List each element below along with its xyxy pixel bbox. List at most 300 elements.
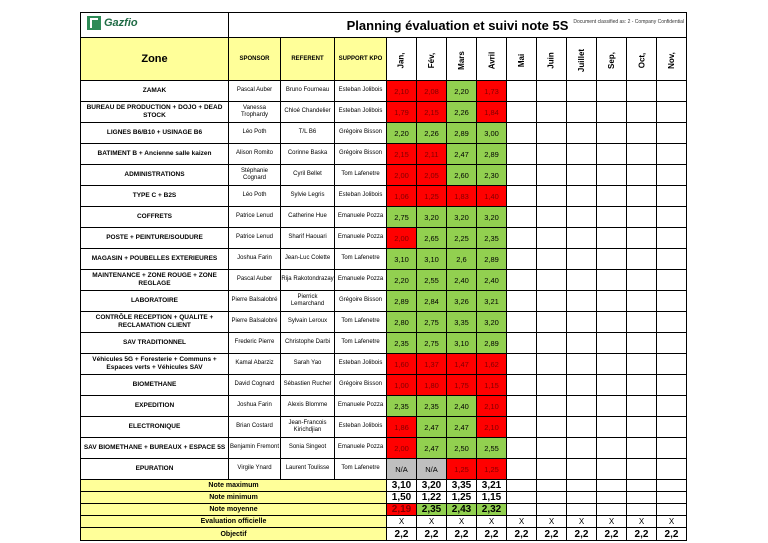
- empty-cell: [657, 102, 687, 123]
- empty-cell: [537, 312, 567, 333]
- logo-cell: [81, 13, 229, 38]
- score-cell: 3,35: [447, 312, 477, 333]
- empty-cell: [507, 165, 537, 186]
- col-month: Nov,: [657, 38, 687, 81]
- empty-cell: [657, 249, 687, 270]
- empty-cell: [597, 81, 627, 102]
- score-cell: 3,20: [417, 207, 447, 228]
- table-row: [81, 459, 687, 480]
- empty-cell: [597, 417, 627, 438]
- score-cell: 2,20: [387, 270, 417, 291]
- score-cell: 2,00: [387, 438, 417, 459]
- empty-cell: [567, 270, 597, 291]
- score-cell: 1,25: [417, 186, 447, 207]
- referent-cell: Sylvie Legris: [281, 186, 335, 207]
- table-row: [81, 249, 687, 270]
- empty-cell: [567, 81, 597, 102]
- score-cell: 2,75: [417, 312, 447, 333]
- score-cell: 2,84: [417, 291, 447, 312]
- empty-cell: [567, 492, 597, 504]
- score-cell: 1,80: [417, 375, 447, 396]
- sponsor-cell: Pierre Balsalobré: [229, 312, 281, 333]
- empty-cell: [597, 312, 627, 333]
- score-cell: 2,55: [417, 270, 447, 291]
- empty-cell: [567, 144, 597, 165]
- empty-cell: [657, 459, 687, 480]
- support-cell: Esteban Jolibois: [335, 186, 387, 207]
- score-cell: 2,26: [417, 123, 447, 144]
- empty-cell: [537, 396, 567, 417]
- zone-cell: ELECTRONIQUE: [81, 417, 229, 438]
- empty-cell: [657, 270, 687, 291]
- empty-cell: [597, 228, 627, 249]
- score-cell: 1,83: [447, 186, 477, 207]
- empty-cell: [507, 504, 537, 516]
- referent-cell: Sébastien Rucher: [281, 375, 335, 396]
- objectif-row: [81, 528, 687, 541]
- score-cell: 2,47: [417, 438, 447, 459]
- summary-row: [81, 480, 687, 492]
- evaluation-mark: X: [417, 516, 447, 528]
- score-cell: 2,35: [387, 333, 417, 354]
- score-cell: 2,60: [447, 165, 477, 186]
- empty-cell: [657, 165, 687, 186]
- objectif-value: 2,2: [477, 528, 507, 541]
- empty-cell: [567, 333, 597, 354]
- score-cell: 2,40: [477, 270, 507, 291]
- referent-cell: Sharif Haouari: [281, 228, 335, 249]
- support-cell: Esteban Jolibois: [335, 81, 387, 102]
- empty-cell: [627, 291, 657, 312]
- empty-cell: [627, 459, 657, 480]
- col-month: Jan,: [387, 38, 417, 81]
- score-cell: 2,40: [447, 396, 477, 417]
- empty-cell: [507, 270, 537, 291]
- zone-cell: ZAMAK: [81, 81, 229, 102]
- score-cell: 2,47: [447, 417, 477, 438]
- empty-cell: [507, 102, 537, 123]
- score-cell: 3,10: [447, 333, 477, 354]
- empty-cell: [627, 417, 657, 438]
- empty-cell: [567, 186, 597, 207]
- score-cell: 2,6: [447, 249, 477, 270]
- objectif-value: 2,2: [627, 528, 657, 541]
- evaluation-mark: X: [387, 516, 417, 528]
- score-cell: 2,89: [477, 144, 507, 165]
- score-cell: 3,20: [447, 207, 477, 228]
- empty-cell: [507, 417, 537, 438]
- score-cell: 2,26: [447, 102, 477, 123]
- referent-cell: Corinne Baska: [281, 144, 335, 165]
- empty-cell: [507, 291, 537, 312]
- referent-cell: Bruno Fourneau: [281, 81, 335, 102]
- empty-cell: [537, 249, 567, 270]
- objectif-value: 2,2: [507, 528, 537, 541]
- col-month: Mai: [507, 38, 537, 81]
- summary-value: 3,20: [417, 480, 447, 492]
- empty-cell: [507, 492, 537, 504]
- support-cell: Tom Lafenetre: [335, 165, 387, 186]
- sponsor-cell: Pierre Balsalobré: [229, 291, 281, 312]
- score-cell: 2,10: [387, 81, 417, 102]
- empty-cell: [597, 102, 627, 123]
- empty-cell: [537, 417, 567, 438]
- empty-cell: [597, 291, 627, 312]
- company-logo: Gazfio: [87, 16, 138, 30]
- score-cell: 1,86: [387, 417, 417, 438]
- evaluation-mark: X: [657, 516, 687, 528]
- empty-cell: [627, 207, 657, 228]
- empty-cell: [657, 312, 687, 333]
- score-cell: N/A: [417, 459, 447, 480]
- score-cell: 2,08: [417, 81, 447, 102]
- referent-cell: Pierrick Lemarchand: [281, 291, 335, 312]
- referent-cell: Catherine Hue: [281, 207, 335, 228]
- referent-cell: Chloé Chandelier: [281, 102, 335, 123]
- sponsor-cell: Benjamin Fremont: [229, 438, 281, 459]
- empty-cell: [597, 375, 627, 396]
- summary-label: Note moyenne: [81, 504, 387, 516]
- score-cell: 2,89: [477, 333, 507, 354]
- evaluation-mark: X: [447, 516, 477, 528]
- zone-cell: SAV TRADITIONNEL: [81, 333, 229, 354]
- sponsor-cell: Patrice Lenud: [229, 228, 281, 249]
- empty-cell: [627, 333, 657, 354]
- empty-cell: [597, 186, 627, 207]
- empty-cell: [627, 438, 657, 459]
- summary-body: [81, 480, 687, 541]
- score-cell: 3,20: [477, 312, 507, 333]
- objectif-value: 2,2: [447, 528, 477, 541]
- referent-cell: Sarah Yao: [281, 354, 335, 375]
- support-cell: Esteban Jolibois: [335, 417, 387, 438]
- score-cell: 2,25: [447, 228, 477, 249]
- empty-cell: [597, 333, 627, 354]
- col-month: Juin: [537, 38, 567, 81]
- sponsor-cell: Joshua Farin: [229, 249, 281, 270]
- score-cell: 3,10: [417, 249, 447, 270]
- empty-cell: [597, 396, 627, 417]
- support-cell: Emanuele Pozza: [335, 270, 387, 291]
- sponsor-cell: Kamal Abarziz: [229, 354, 281, 375]
- col-zone: Zone: [81, 38, 229, 81]
- empty-cell: [567, 438, 597, 459]
- empty-cell: [567, 249, 597, 270]
- summary-value: 1,22: [417, 492, 447, 504]
- score-cell: 3,10: [387, 249, 417, 270]
- zone-cell: CONTRÔLE RECEPTION + QUALITE + RECLAMATION CLIENT: [81, 312, 229, 333]
- empty-cell: [537, 375, 567, 396]
- zone-cell: Véhicules 5G + Foresterie + Communs + Espaces verts + Véhicules SAV: [81, 354, 229, 375]
- empty-cell: [507, 438, 537, 459]
- empty-cell: [597, 480, 627, 492]
- empty-cell: [537, 291, 567, 312]
- col-support: SUPPORT KPO: [335, 38, 387, 81]
- table-row: [81, 81, 687, 102]
- table-row: [81, 438, 687, 459]
- score-cell: 2,20: [387, 123, 417, 144]
- col-month: Juillet: [567, 38, 597, 81]
- score-cell: 1,60: [387, 354, 417, 375]
- empty-cell: [657, 81, 687, 102]
- empty-cell: [507, 186, 537, 207]
- empty-cell: [657, 354, 687, 375]
- empty-cell: [567, 375, 597, 396]
- empty-cell: [627, 165, 657, 186]
- score-cell: 2,15: [417, 102, 447, 123]
- referent-cell: Cyril Bellet: [281, 165, 335, 186]
- table-row: [81, 144, 687, 165]
- referent-cell: T/L B6: [281, 123, 335, 144]
- support-cell: Grégoire Bisson: [335, 123, 387, 144]
- empty-cell: [657, 417, 687, 438]
- col-month: Avril: [477, 38, 507, 81]
- score-cell: N/A: [387, 459, 417, 480]
- empty-cell: [597, 438, 627, 459]
- empty-cell: [537, 438, 567, 459]
- empty-cell: [597, 207, 627, 228]
- empty-cell: [567, 480, 597, 492]
- empty-cell: [537, 165, 567, 186]
- zone-cell: SAV BIOMETHANE + BUREAUX + ESPACE 5S: [81, 438, 229, 459]
- empty-cell: [537, 270, 567, 291]
- empty-cell: [657, 123, 687, 144]
- score-cell: 2,05: [417, 165, 447, 186]
- empty-cell: [537, 333, 567, 354]
- zone-cell: EPURATION: [81, 459, 229, 480]
- empty-cell: [627, 228, 657, 249]
- score-cell: 1,00: [387, 375, 417, 396]
- support-cell: Tom Lafenetre: [335, 312, 387, 333]
- empty-cell: [537, 354, 567, 375]
- referent-cell: Laurent Toulisse: [281, 459, 335, 480]
- score-cell: 2,47: [417, 417, 447, 438]
- score-cell: 2,30: [477, 165, 507, 186]
- table-row: [81, 123, 687, 144]
- support-cell: Grégoire Bisson: [335, 144, 387, 165]
- empty-cell: [537, 459, 567, 480]
- empty-cell: [657, 207, 687, 228]
- empty-cell: [597, 123, 627, 144]
- support-cell: Esteban Jolibois: [335, 354, 387, 375]
- score-cell: 1,06: [387, 186, 417, 207]
- empty-cell: [537, 480, 567, 492]
- summary-value: 2,35: [417, 504, 447, 516]
- empty-cell: [627, 249, 657, 270]
- empty-cell: [657, 291, 687, 312]
- sponsor-cell: Alison Romito: [229, 144, 281, 165]
- evaluation-mark: X: [567, 516, 597, 528]
- col-month: Mars: [447, 38, 477, 81]
- summary-value: 3,21: [477, 480, 507, 492]
- zone-cell: TYPE C + B2S: [81, 186, 229, 207]
- sponsor-cell: Vanessa Trophardy: [229, 102, 281, 123]
- score-cell: 1,75: [447, 375, 477, 396]
- empty-cell: [507, 354, 537, 375]
- empty-cell: [567, 312, 597, 333]
- table-row: [81, 102, 687, 123]
- empty-cell: [627, 396, 657, 417]
- empty-cell: [537, 207, 567, 228]
- empty-cell: [507, 207, 537, 228]
- classification-note: Document classified as: 2 - Company Confidential: [573, 19, 684, 25]
- empty-cell: [507, 123, 537, 144]
- summary-value: 1,15: [477, 492, 507, 504]
- empty-cell: [537, 186, 567, 207]
- summary-label: Note maximum: [81, 480, 387, 492]
- empty-cell: [657, 504, 687, 516]
- empty-cell: [597, 504, 627, 516]
- sponsor-cell: David Cognard: [229, 375, 281, 396]
- score-cell: 1,62: [477, 354, 507, 375]
- table-row: [81, 312, 687, 333]
- evaluation-mark: X: [507, 516, 537, 528]
- evaluation-mark: X: [627, 516, 657, 528]
- zone-cell: POSTE + PEINTURE/SOUDURE: [81, 228, 229, 249]
- zone-cell: BUREAU DE PRODUCTION + DOJO + DEAD STOCK: [81, 102, 229, 123]
- empty-cell: [627, 354, 657, 375]
- support-cell: Tom Lafenetre: [335, 249, 387, 270]
- empty-cell: [567, 228, 597, 249]
- score-cell: 2,47: [447, 144, 477, 165]
- summary-row: [81, 504, 687, 516]
- empty-cell: [657, 375, 687, 396]
- score-cell: 2,55: [477, 438, 507, 459]
- zone-cell: COFFRETS: [81, 207, 229, 228]
- empty-cell: [627, 144, 657, 165]
- zone-cell: BATIMENT B + Ancienne salle kaizen: [81, 144, 229, 165]
- table-row: [81, 375, 687, 396]
- score-cell: 2,35: [387, 396, 417, 417]
- empty-cell: [507, 144, 537, 165]
- score-cell: 1,73: [477, 81, 507, 102]
- empty-cell: [657, 396, 687, 417]
- score-cell: 2,35: [477, 228, 507, 249]
- support-cell: Emanuele Pozza: [335, 396, 387, 417]
- col-month: Oct,: [627, 38, 657, 81]
- objectif-value: 2,2: [387, 528, 417, 541]
- referent-cell: Alexis Blomme: [281, 396, 335, 417]
- empty-cell: [597, 249, 627, 270]
- sponsor-cell: Léo Poth: [229, 123, 281, 144]
- zone-cell: MAINTENANCE + ZONE ROUGE + ZONE REGLAGE: [81, 270, 229, 291]
- empty-cell: [627, 492, 657, 504]
- empty-cell: [597, 270, 627, 291]
- table-row: [81, 228, 687, 249]
- score-cell: 2,11: [417, 144, 447, 165]
- empty-cell: [597, 144, 627, 165]
- sponsor-cell: Léo Poth: [229, 186, 281, 207]
- table-row: [81, 333, 687, 354]
- score-cell: 2,89: [447, 123, 477, 144]
- score-cell: 2,75: [417, 333, 447, 354]
- objectif-value: 2,2: [567, 528, 597, 541]
- empty-cell: [567, 165, 597, 186]
- score-cell: 1,47: [447, 354, 477, 375]
- summary-value: 2,43: [447, 504, 477, 516]
- objectif-value: 2,2: [537, 528, 567, 541]
- empty-cell: [567, 354, 597, 375]
- empty-cell: [597, 492, 627, 504]
- empty-cell: [507, 312, 537, 333]
- empty-cell: [507, 81, 537, 102]
- empty-cell: [657, 438, 687, 459]
- empty-cell: [567, 417, 597, 438]
- empty-cell: [507, 375, 537, 396]
- zone-cell: BIOMETHANE: [81, 375, 229, 396]
- logo-icon: [87, 16, 101, 30]
- empty-cell: [537, 228, 567, 249]
- empty-cell: [657, 333, 687, 354]
- support-cell: Emanuele Pozza: [335, 228, 387, 249]
- empty-cell: [537, 81, 567, 102]
- empty-cell: [627, 312, 657, 333]
- table-row: [81, 270, 687, 291]
- empty-cell: [507, 249, 537, 270]
- sponsor-cell: Virgile Ynard: [229, 459, 281, 480]
- col-month: Sep,: [597, 38, 627, 81]
- score-cell: 2,40: [447, 270, 477, 291]
- empty-cell: [567, 291, 597, 312]
- sponsor-cell: Pascal Auber: [229, 81, 281, 102]
- score-cell: 1,25: [477, 459, 507, 480]
- evaluation-label: Evaluation officielle: [81, 516, 387, 528]
- objectif-value: 2,2: [597, 528, 627, 541]
- empty-cell: [537, 492, 567, 504]
- zone-cell: EXPEDITION: [81, 396, 229, 417]
- summary-value: 2,32: [477, 504, 507, 516]
- sponsor-cell: Frederic Pierre: [229, 333, 281, 354]
- score-cell: 1,37: [417, 354, 447, 375]
- score-cell: 2,10: [477, 417, 507, 438]
- support-cell: Grégoire Bisson: [335, 291, 387, 312]
- objectif-value: 2,2: [417, 528, 447, 541]
- empty-cell: [657, 480, 687, 492]
- evaluation-mark: X: [477, 516, 507, 528]
- empty-cell: [567, 207, 597, 228]
- table-row: [81, 186, 687, 207]
- table-row: [81, 354, 687, 375]
- empty-cell: [507, 480, 537, 492]
- table-body: [81, 81, 687, 480]
- zone-cell: MAGASIN + POUBELLES EXTERIEURES: [81, 249, 229, 270]
- score-cell: 2,00: [387, 165, 417, 186]
- support-cell: Grégoire Bisson: [335, 375, 387, 396]
- empty-cell: [657, 186, 687, 207]
- support-cell: Emanuele Pozza: [335, 438, 387, 459]
- empty-cell: [657, 492, 687, 504]
- empty-cell: [627, 480, 657, 492]
- score-cell: 2,10: [477, 396, 507, 417]
- sponsor-cell: Pascal Auber: [229, 270, 281, 291]
- support-cell: Tom Lafenetre: [335, 459, 387, 480]
- empty-cell: [597, 165, 627, 186]
- summary-row: [81, 492, 687, 504]
- score-cell: 1,84: [477, 102, 507, 123]
- empty-cell: [597, 459, 627, 480]
- score-cell: 2,15: [387, 144, 417, 165]
- score-cell: 2,00: [387, 228, 417, 249]
- empty-cell: [627, 123, 657, 144]
- score-cell: 1,15: [477, 375, 507, 396]
- referent-cell: Jean-Luc Colette: [281, 249, 335, 270]
- evaluation-mark: X: [597, 516, 627, 528]
- objectif-value: 2,2: [657, 528, 687, 541]
- evaluation-mark: X: [537, 516, 567, 528]
- summary-value: 3,10: [387, 480, 417, 492]
- evaluation-row: [81, 516, 687, 528]
- support-cell: Tom Lafenetre: [335, 333, 387, 354]
